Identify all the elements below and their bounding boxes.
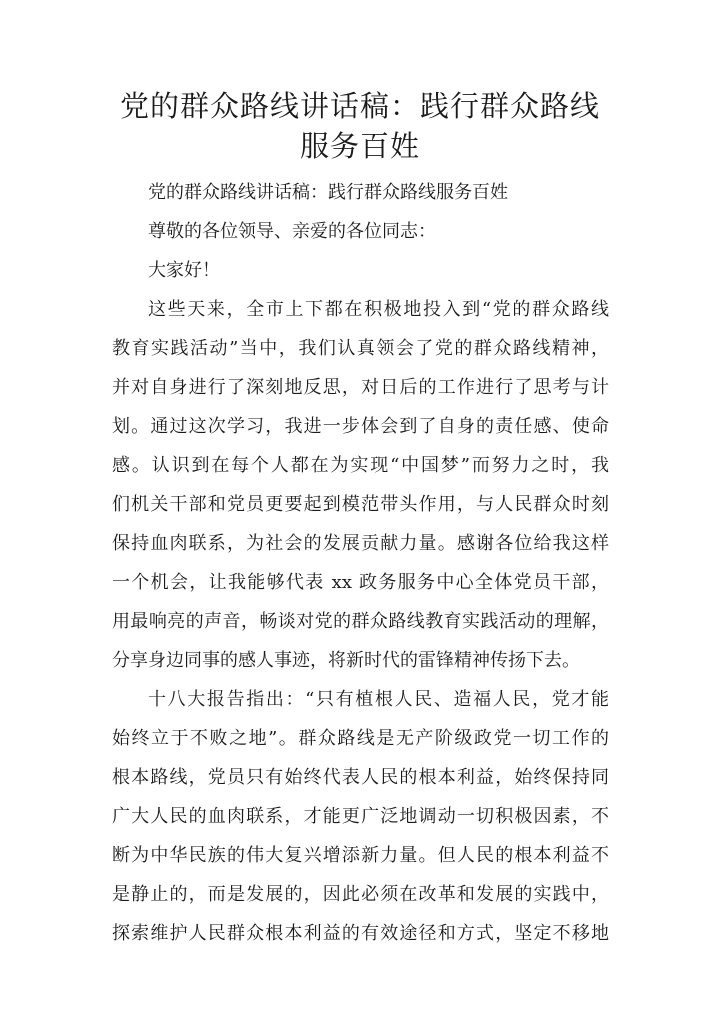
paragraph-1-line-4: 划。通过这次学习，我进一步体会到了自身的责任感、使命 [112, 416, 609, 437]
paragraph-1-line-10: 分享身边同事的感人事迹，将新时代的雷锋精神传扬下去。 [112, 650, 580, 671]
paragraph-1-line-8: 一个机会，让我能够代表 xx 政务服务中心全体党员干部， [112, 572, 609, 593]
paragraph-2-line-2: 始终立于不败之地”。群众路线是无产阶级政党一切工作的 [112, 728, 609, 749]
paragraph-1-line-5: 感。认识到在每个人都在为实现“中国梦”而努力之时，我 [112, 455, 609, 476]
paragraph-1-line-7: 保持血肉联系，为社会的发展贡献力量。感谢各位给我这样 [112, 533, 609, 554]
paragraph-1-line-1: 这些天来，全市上下都在积极地投入到“党的群众路线 [148, 299, 609, 320]
paragraph-2-line-3: 根本路线，党员只有始终代表人民的根本利益，始终保持同 [112, 767, 609, 788]
paragraph-2-line-7: 探索维护人民群众根本利益的有效途径和方式，坚定不移地 [112, 923, 609, 944]
subtitle-line: 党的群众路线讲话稿：践行群众路线服务百姓 [148, 182, 508, 203]
paragraph-2-line-4: 广大人民的血肉联系，才能更广泛地调动一切积极因素，不 [112, 806, 609, 827]
paragraph-2-line-5: 断为中华民族的伟大复兴增添新力量。但人民的根本利益不 [112, 845, 609, 866]
paragraph-1-line-3: 并对自身进行了深刻地反思，对日后的工作进行了思考与计 [112, 377, 609, 398]
title-line-2: 服务百姓 [299, 129, 420, 163]
document-title [100, 86, 620, 166]
paragraph-2-line-6: 是静止的，而是发展的，因此必须在改革和发展的实践中， [112, 884, 609, 905]
greeting-line: 大家好！ [148, 260, 220, 281]
paragraph-1-line-9: 用最响亮的声音，畅谈对党的群众路线教育实践活动的理解， [112, 611, 609, 632]
title-line-1: 党的群众路线讲话稿：践行群众路线 [119, 89, 600, 123]
paragraph-1-line-2: 教育实践活动”当中，我们认真领会了党的群众路线精神， [112, 338, 609, 359]
paragraph-1-line-6: 们机关干部和党员更要起到模范带头作用，与人民群众时刻 [112, 494, 609, 515]
salutation-line: 尊敬的各位领导、亲爱的各位同志： [148, 221, 436, 242]
paragraph-2-line-1: 十八大报告指出：“只有植根人民、造福人民，党才能 [148, 689, 609, 710]
